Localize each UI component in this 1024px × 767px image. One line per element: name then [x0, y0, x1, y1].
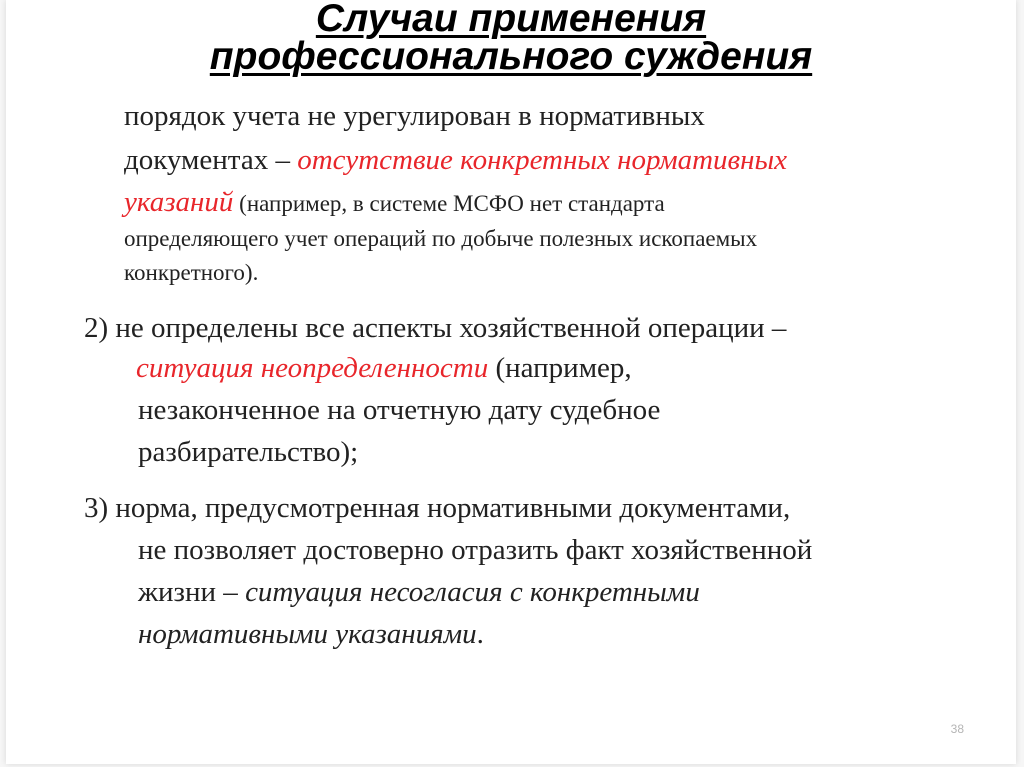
page-number: 38: [950, 722, 964, 736]
item-1-line-1: порядок учета не урегулирован в нормативных: [124, 100, 705, 132]
highlight-uncertainty: ситуация неопределенности: [136, 352, 489, 384]
item-1-line-4: определяющего учет операций по добыче полезных ископаемых: [124, 226, 758, 251]
title-line-1: Случаи применения: [315, 0, 707, 40]
slide-title: [6, 0, 1016, 76]
item-2-line-4: разбирательство);: [138, 436, 359, 468]
item-3-line-4: нормативными указаниями.: [138, 618, 484, 650]
item-3-line-3: жизни – ситуация несогласия с конкретными: [138, 576, 700, 608]
slide: [6, 0, 1016, 764]
item-2-line-2: ситуация неопределенности (например,: [136, 352, 632, 384]
highlight-disagreement: ситуация несогласия с конкретными: [245, 576, 700, 608]
highlight-no-specific-instructions: отсутствие конкретных нормативных: [297, 144, 788, 176]
item-1-line-2: документах – отсутствие конкретных нормативных: [124, 144, 788, 176]
highlight-instructions: указаний: [124, 186, 234, 218]
highlight-normative-instructions: нормативными указаниями: [138, 618, 477, 650]
item-1-line-5: конкретного).: [124, 260, 259, 285]
title-line-2: профессионального суждения: [209, 35, 813, 78]
item-1-line-3: указаний (например, в системе МСФО нет стандарта: [124, 186, 665, 218]
item-2-line-1: 2) не определены все аспекты хозяйственной операции –: [84, 312, 787, 344]
item-2-line-3: незаконченное на отчетную дату судебное: [138, 394, 661, 426]
item-3-line-1: 3) норма, предусмотренная нормативными документами,: [84, 492, 791, 524]
item-3-line-2: не позволяет достоверно отразить факт хозяйственной: [138, 534, 813, 566]
